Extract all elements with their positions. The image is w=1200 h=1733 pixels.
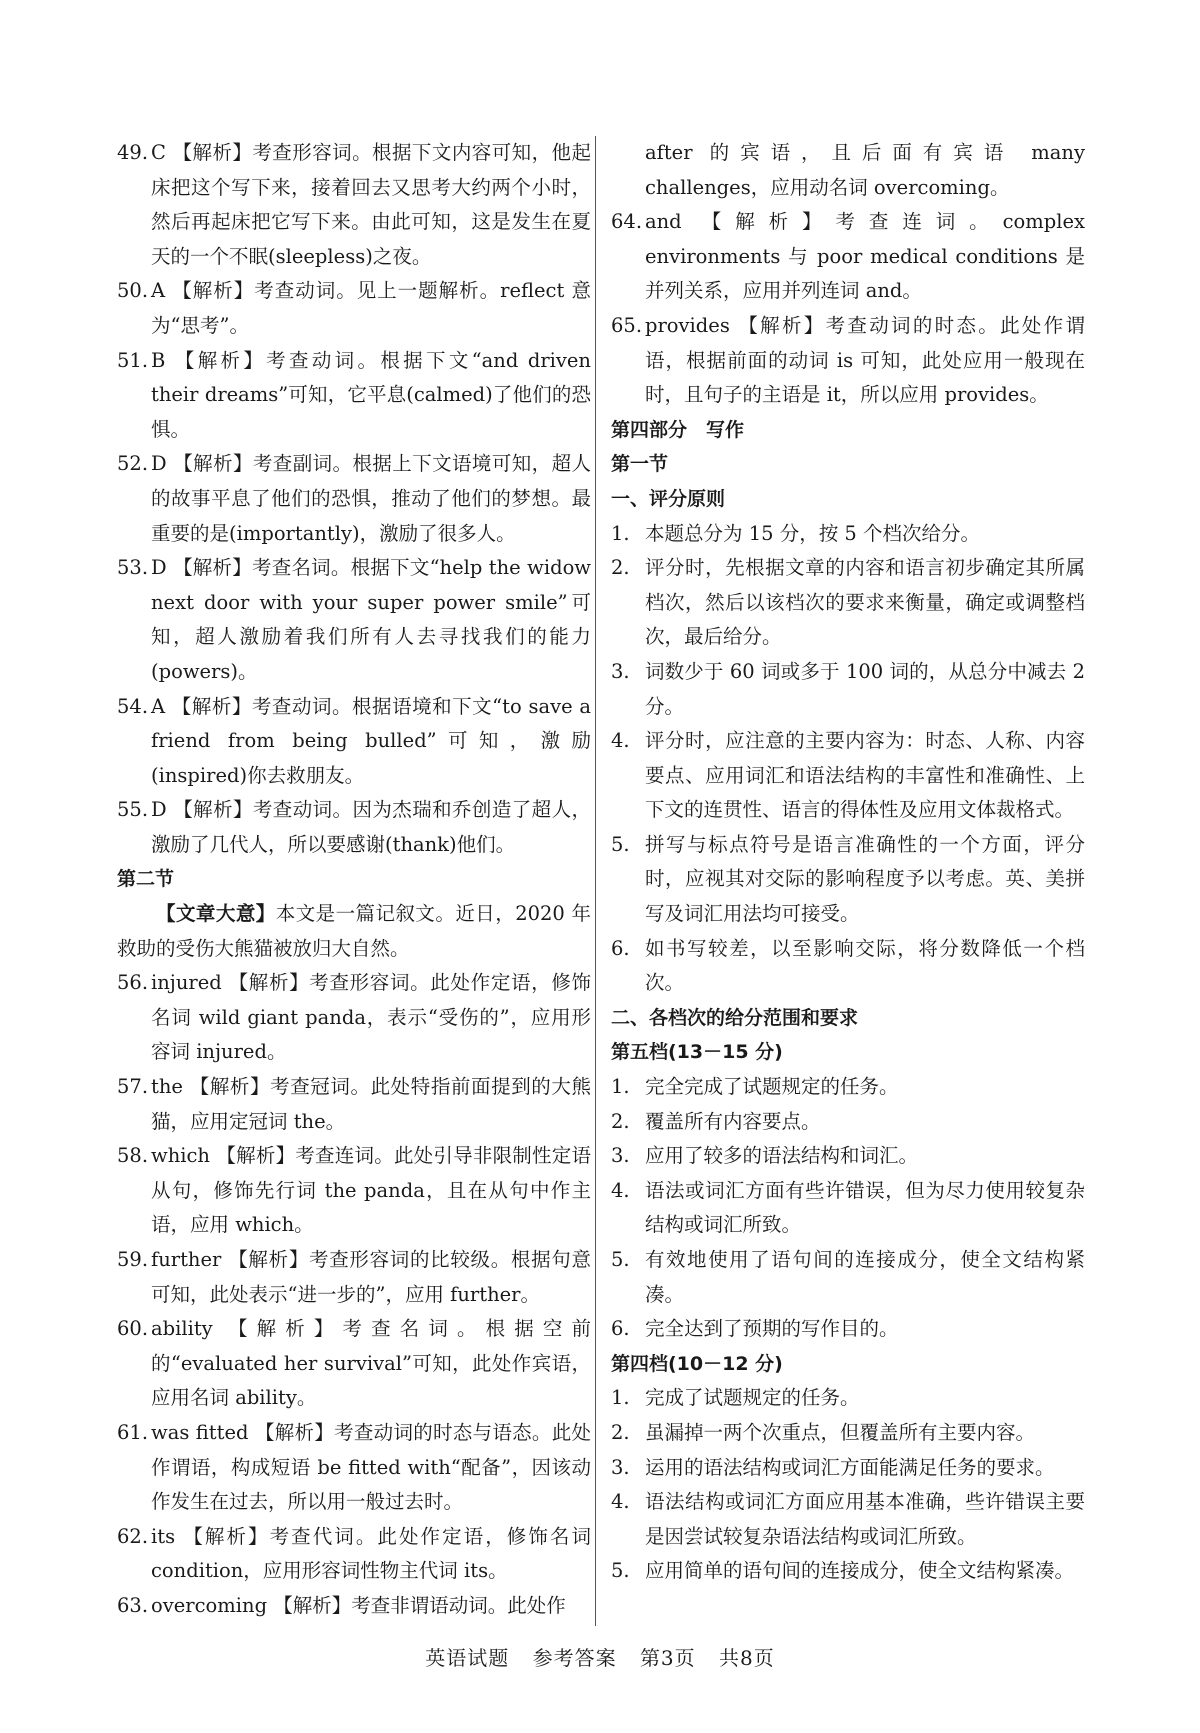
- answer-item: [611, 205, 1085, 309]
- answer-item-text: further 【解析】考查形容词的比较级。根据句意可知，此处表示“进一步的”，应用 further。: [151, 1248, 591, 1306]
- answer-list-1: [117, 136, 591, 862]
- level5-list: [611, 1070, 1085, 1347]
- level5-item: [611, 1312, 1085, 1347]
- answer-item-number: 62.: [117, 1524, 149, 1548]
- footer-total: 共8页: [719, 1646, 775, 1670]
- answer-list-2: [117, 966, 591, 1623]
- footer-subject: 英语试题: [425, 1646, 510, 1670]
- part4-heading: 第四部分 写作: [611, 418, 745, 441]
- principles-list: [611, 517, 1085, 1001]
- answer-list-3: [611, 136, 1085, 413]
- answer-item-number: 50.: [117, 279, 149, 303]
- answer-item-number: 65.: [611, 313, 643, 337]
- level5-item-number: 4.: [611, 1178, 630, 1202]
- principle-item-text: 评分时，先根据文章的内容和语言初步确定其所属档次，然后以该档次的要求来衡量，确定或调整档次，最后给分。: [645, 556, 1085, 649]
- principle-item-text: 本题总分为 15 分，按 5 个档次给分。: [645, 521, 981, 545]
- answer-item-number: 54.: [117, 694, 149, 718]
- level4-item-text: 完成了试题规定的任务。: [645, 1386, 860, 1410]
- section2-heading: 第二节: [117, 868, 175, 891]
- right-column: [611, 136, 1085, 1589]
- level4-item-number: 1.: [611, 1386, 630, 1410]
- level5-item: [611, 1174, 1085, 1243]
- answer-item-text: D 【解析】考查名词。根据下文“help the widow next door with your super power smile”可知，超人激励着我们所有人去寻找我们的能力(powers)。: [151, 556, 591, 683]
- level4-item-number: 4.: [611, 1490, 630, 1514]
- level4-item-number: 2.: [611, 1420, 630, 1444]
- level4-item-text: 应用简单的语句间的连接成分，使全文结构紧凑。: [645, 1559, 1075, 1583]
- level4-item: [611, 1416, 1085, 1451]
- answer-item: [117, 1520, 591, 1589]
- principle-item-text: 评分时，应注意的主要内容为：时态、人称、内容要点、应用词汇和语法结构的丰富性和准确性、上下文的连贯性、语言的得体性及应用文体裁格式。: [645, 729, 1085, 822]
- summary-text: 本文是一篇记叙文。近日，2020 年救助的受伤大熊猫被放归大自然。: [117, 902, 591, 960]
- answer-item-text: overcoming 【解析】考查非谓语动词。此处作: [151, 1593, 566, 1617]
- answer-item-text: the 【解析】考查冠词。此处特指前面提到的大熊猫，应用定冠词 the。: [151, 1075, 591, 1133]
- principle-item-number: 5.: [611, 832, 630, 856]
- levels-heading: 二、各档次的给分范围和要求: [611, 1006, 859, 1029]
- answer-item-number: 52.: [117, 452, 149, 476]
- answer-item: [117, 1070, 591, 1139]
- answer-item-text: was fitted 【解析】考查动词的时态与语态。此处作谓语，构成短语 be fitted with“配备”，因该动作发生在过去，所以用一般过去时。: [151, 1420, 591, 1514]
- level5-heading: 第五档(13－15 分): [611, 1041, 783, 1064]
- answer-item-text: C 【解析】考查形容词。根据下文内容可知，他起床把这个写下来，接着回去又思考大约两个小时，然后再起床把它写下来。由此可知，这是发生在夏天的一个不眠(sleepless)之夜。: [151, 141, 591, 268]
- principle-item-number: 6.: [611, 936, 630, 960]
- level5-item-text: 有效地使用了语句间的连接成分，使全文结构紧凑。: [645, 1248, 1085, 1306]
- level5-item: [611, 1105, 1085, 1140]
- principle-item-number: 1.: [611, 521, 630, 545]
- answer-item-text: B 【解析】考查动词。根据下文“and driven their dreams”可知，它平息(calmed)了他们的恐惧。: [151, 348, 591, 441]
- principle-item-number: 2.: [611, 556, 630, 580]
- level4-item: [611, 1381, 1085, 1416]
- answer-item-number: 56.: [117, 971, 149, 995]
- principle-item-text: 如书写较差，以至影响交际，将分数降低一个档次。: [645, 936, 1085, 995]
- principle-item-number: 4.: [611, 729, 630, 753]
- principle-item-text: 拼写与标点符号是语言准确性的一个方面，评分时，应视其对交际的影响程度予以考虑。英、美拼写及词汇用法均可接受。: [645, 832, 1085, 926]
- answer-item-text: provides 【解析】考查动词的时态。此处作谓语，根据前面的动词 is 可知，此处应用一般现在时，且句子的主语是 it，所以应用 provides。: [645, 313, 1085, 407]
- answer-item-number: 53.: [117, 556, 149, 580]
- level5-item-text: 完全达到了预期的写作目的。: [645, 1317, 899, 1341]
- answer-item-text: its 【解析】考查代词。此处作定语，修饰名词 condition，应用形容词性物主代词 its。: [151, 1524, 591, 1583]
- level5-item-text: 覆盖所有内容要点。: [645, 1109, 821, 1133]
- answer-item-text: and 【解析】考查连词。complex environments 与 poor medical conditions 是并列关系，应用并列连词 and。: [645, 210, 1085, 303]
- answer-item: [117, 1139, 591, 1243]
- summary-tag: 【文章大意】: [156, 902, 276, 926]
- column-divider: [595, 136, 596, 1626]
- level4-item: [611, 1451, 1085, 1486]
- answer-item-number: 61.: [117, 1420, 149, 1444]
- level4-item-text: 虽漏掉一两个次重点，但覆盖所有主要内容。: [645, 1420, 1036, 1444]
- answer-item: [117, 1589, 591, 1624]
- principle-item: [611, 655, 1085, 724]
- principle-item: [611, 517, 1085, 552]
- answer-item: [117, 447, 591, 551]
- answer-item: [117, 1312, 591, 1416]
- page-footer: [0, 1642, 1200, 1671]
- answer-item-text: A 【解析】考查动词。见上一题解析。reflect 意为“思考”。: [151, 279, 591, 337]
- level5-item: [611, 1070, 1085, 1105]
- level5-item-number: 2.: [611, 1109, 630, 1133]
- principles-heading: 一、评分原则: [611, 487, 726, 510]
- level5-item-text: 应用了较多的语法结构和词汇。: [645, 1144, 919, 1168]
- level4-heading: 第四档(10－12 分): [611, 1352, 783, 1375]
- answer-item: [117, 136, 591, 274]
- answer-item-text: after 的宾语，且后面有宾语 many challenges，应用动名词 overcoming。: [645, 141, 1085, 199]
- level4-item-text: 运用的语法结构或词汇方面能满足任务的要求。: [645, 1455, 1055, 1479]
- answer-item-number: 63.: [117, 1593, 149, 1617]
- principle-item: [611, 828, 1085, 932]
- article-summary: [117, 897, 591, 966]
- level5-item-number: 3.: [611, 1144, 630, 1168]
- footer-doc: 参考答案: [532, 1646, 617, 1670]
- answer-item-text: A 【解析】考查动词。根据语境和下文“to save a friend from being bulled”可知，激励(inspired)你去救朋友。: [151, 694, 591, 787]
- answer-item-number: 49.: [117, 141, 149, 164]
- answer-item-number: 60.: [117, 1317, 149, 1341]
- answer-item-text: injured 【解析】考查形容词。此处作定语，修饰名词 wild giant panda，表示“受伤的”，应用形容词 injured。: [151, 971, 591, 1064]
- principle-item: [611, 551, 1085, 655]
- answer-item: [117, 1416, 591, 1520]
- principle-item-number: 3.: [611, 659, 630, 683]
- answer-item: [117, 1243, 591, 1312]
- answer-item: [117, 966, 591, 1070]
- level4-item-number: 5.: [611, 1559, 630, 1583]
- level4-list: [611, 1381, 1085, 1589]
- level5-item-text: 完全完成了试题规定的任务。: [645, 1075, 899, 1099]
- answer-item: [611, 309, 1085, 413]
- answer-item-number: 51.: [117, 348, 149, 372]
- principle-item: [611, 724, 1085, 828]
- answer-item: [117, 793, 591, 862]
- answer-item: [117, 551, 591, 689]
- principle-item-text: 词数少于 60 词或多于 100 词的，从总分中减去 2 分。: [645, 659, 1085, 718]
- answer-item-number: 64.: [611, 210, 643, 234]
- level4-item: [611, 1485, 1085, 1554]
- section1-heading: 第一节: [611, 453, 669, 476]
- level4-item: [611, 1554, 1085, 1589]
- principle-item: [611, 932, 1085, 1001]
- answer-item: [611, 136, 1085, 205]
- answer-item: [117, 274, 591, 343]
- level4-item-number: 3.: [611, 1455, 630, 1479]
- level5-item: [611, 1139, 1085, 1174]
- answer-item-number: 59.: [117, 1248, 149, 1271]
- level5-item-number: 1.: [611, 1075, 630, 1099]
- level4-item-text: 语法结构或词汇方面应用基本准确，些许错误主要是因尝试较复杂语法结构或词汇所致。: [645, 1490, 1085, 1548]
- answer-item-text: D 【解析】考查副词。根据上下文语境可知，超人的故事平息了他们的恐惧，推动了他们的梦想。最重要的是(importantly)，激励了很多人。: [151, 452, 591, 545]
- answer-item: [117, 344, 591, 448]
- left-column: [117, 136, 591, 1624]
- answer-item-text: D 【解析】考查动词。因为杰瑞和乔创造了超人，激励了几代人，所以要感谢(thank)他们。: [151, 798, 591, 856]
- answer-item-number: 58.: [117, 1144, 149, 1168]
- level5-item-text: 语法或词汇方面有些许错误，但为尽力使用较复杂结构或词汇所致。: [645, 1178, 1085, 1237]
- level5-item-number: 6.: [611, 1317, 630, 1341]
- answer-item-number: 57.: [117, 1075, 149, 1099]
- level5-item: [611, 1243, 1085, 1312]
- answer-item: [117, 690, 591, 794]
- answer-item-text: ability 【解析】考查名词。根据空前的“evaluated her survival”可知，此处作宾语，应用名词 ability。: [151, 1317, 591, 1410]
- footer-page: 第3页: [639, 1646, 696, 1670]
- answer-item-number: 55.: [117, 798, 149, 822]
- answer-item-text: which 【解析】考查连词。此处引导非限制性定语从句，修饰先行词 the panda，且在从句中作主语，应用 which。: [151, 1144, 591, 1237]
- level5-item-number: 5.: [611, 1248, 630, 1271]
